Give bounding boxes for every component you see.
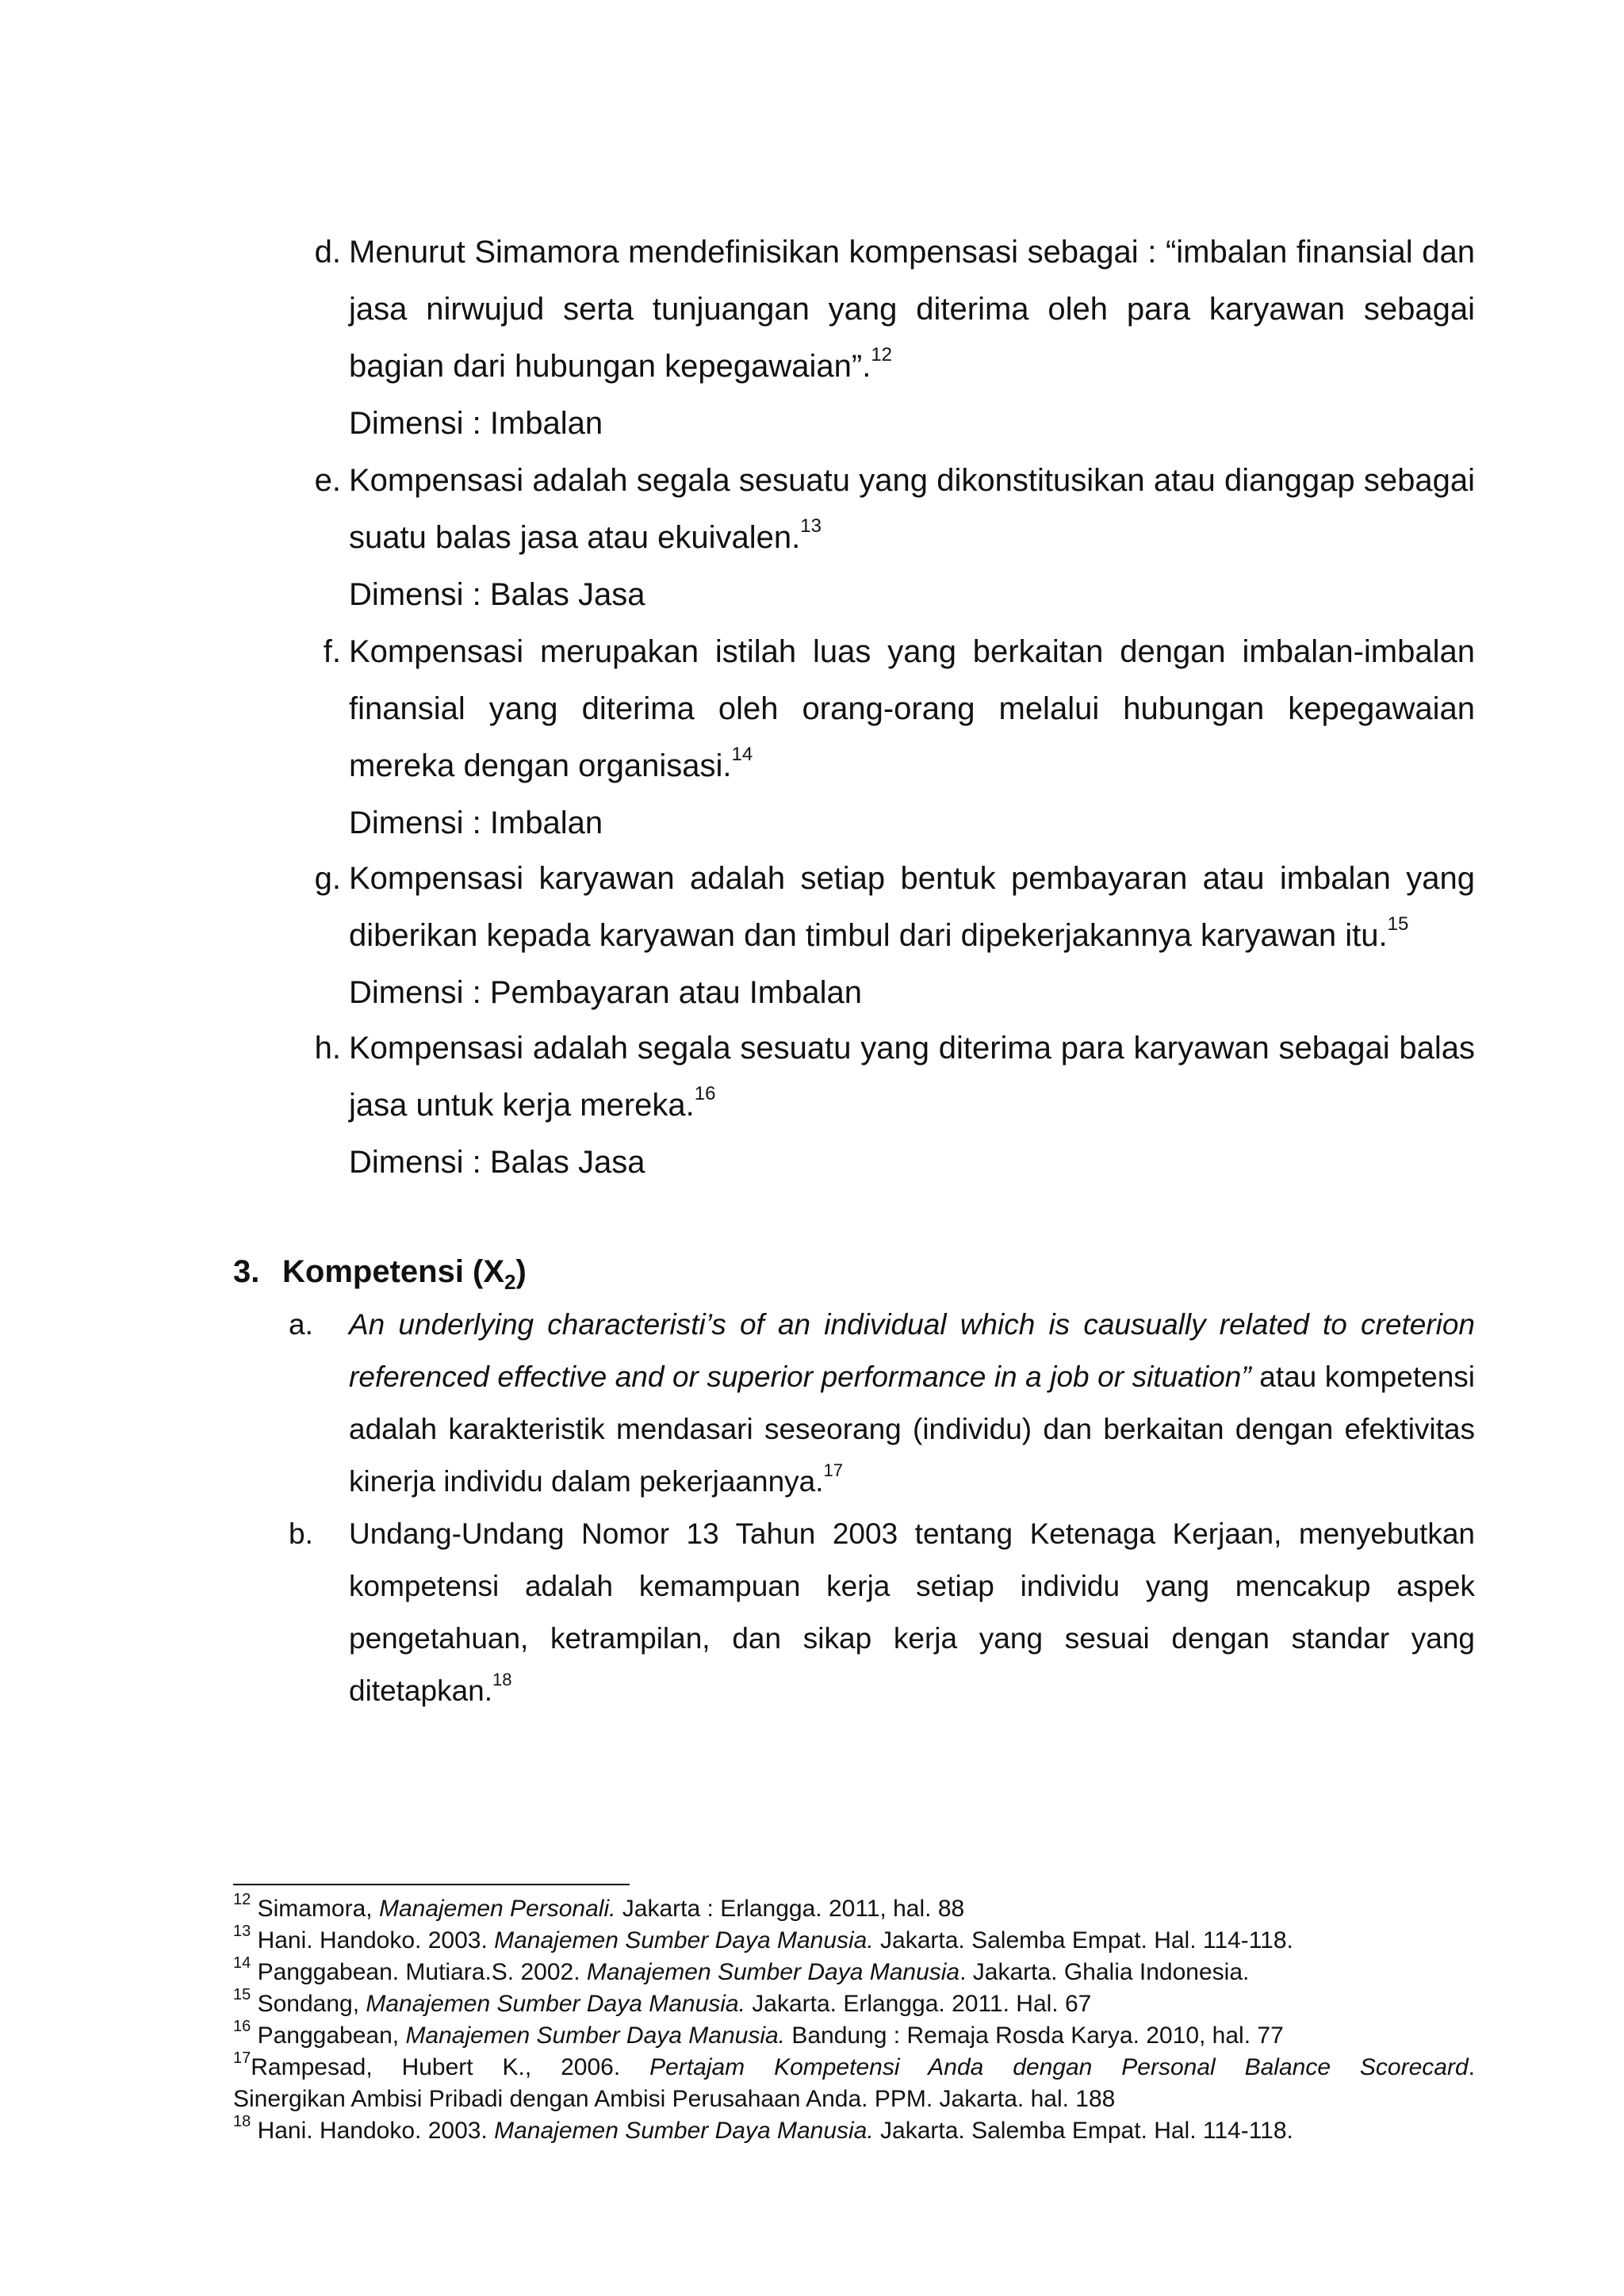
- list-item-e: [314, 452, 1475, 623]
- footnote-ref: 18: [492, 1669, 512, 1689]
- section-heading: [233, 1243, 527, 1300]
- list-label: f.: [323, 634, 341, 669]
- list-text: Kompensasi adalah segala sesuatu yang diterima para karyawan sebagai balas jasa untuk kerja mereka.$^{16}$: [349, 1031, 1475, 1123]
- section-title-subscript: 2: [504, 1270, 516, 1294]
- footnote-ref: 13: [800, 515, 822, 537]
- dimension-line: Dimensi : Balas Jasa: [349, 577, 645, 612]
- list-text: Undang-Undang Nomor 13 Tahun 2003 tentang Ketenaga Kerjaan, menyebutkan kompetensi adalah kemampuan kerja setiap individu yang mencakup aspek pengetahuan, ketrampilan, dan sikap kerja yang sesuai dengan standar yang ditetapkan.$^{18}$: [349, 1517, 1475, 1707]
- list-label: b.: [289, 1517, 313, 1550]
- list-item-f: [323, 623, 1475, 851]
- dimension-line: Dimensi : Imbalan: [349, 806, 603, 840]
- list-label: d.: [314, 235, 341, 270]
- footnote-continuation: Sinergikan Ambisi Pribadi dengan Ambisi Perusahaan Anda. PPM. Jakarta. hal. 188: [233, 2086, 1116, 2112]
- footnote-ref: 16: [694, 1082, 716, 1104]
- list-text: Kompensasi merupakan istilah luas yang berkaitan dengan imbalan-imbalan finansial yang diterima oleh orang-orang melalui hubungan kepegawaian mereka dengan organisasi.$^{14}$: [349, 634, 1475, 783]
- list-text: Kompensasi karyawan adalah setiap bentuk pembayaran atau imbalan yang diberikan kepada karyawan dan timbul dari dipekerjakannya karyawan itu.$^{15}$: [349, 861, 1475, 953]
- list-text: Kompensasi adalah segala sesuatu yang dikonstitusikan atau dianggap sebagai suatu balas jasa atau ekuivalen.$^{13}$: [349, 463, 1475, 555]
- list-text: An underlying characteristi’s of an individual which is causually related to creterion referenced effective and or superior performance in a job or situation” atau kompetensi adalah karakteristik mendasari seseorang (individu) dan berkaitan dengan efektivitas kinerja individu dalam pekerjaannya.$^{17}$: [349, 1308, 1475, 1498]
- footnote: $^{17}$Rampesad, Hubert K., 2006. Pertajam Kompetensi Anda dengan Personal Balance Scorecard.: [233, 2049, 1475, 2080]
- footnote-ref: 12: [871, 343, 893, 365]
- footnotes: [233, 1893, 1475, 2147]
- footnote-separator: [233, 1884, 630, 1885]
- list-label: a.: [289, 1308, 313, 1341]
- footnote: $^{18}$ Hani. Handoko. 2003. Manajemen Sumber Daya Manusia. Jakarta. Salemba Empat. Hal. 114-118.: [233, 2113, 1293, 2144]
- footnote-ref: 17: [823, 1460, 844, 1480]
- footnote: $^{16}$ Panggabean, Manajemen Sumber Daya Manusia. Bandung : Remaja Rosda Karya. 2010, hal. 77: [233, 2018, 1284, 2049]
- footnote-ref: 14: [731, 743, 753, 765]
- italic-quote: An underlying characteristi’s of an individual which is causually related to creterion referenced effective and or superior performance in a job or situation”: [349, 1308, 1475, 1393]
- list-item-h: [314, 1020, 1475, 1191]
- footnote: $^{12}$ Simamora, Manajemen Personali. Jakarta : Erlangga. 2011, hal. 88: [233, 1891, 965, 1922]
- list-label: e.: [314, 463, 341, 498]
- dimension-line: Dimensi : Balas Jasa: [349, 1145, 645, 1180]
- dimension-line: Dimensi : Pembayaran atau Imbalan: [349, 975, 862, 1010]
- list-item-d: [314, 224, 1475, 452]
- footnote: $^{14}$ Panggabean. Mutiara.S. 2002. Manajemen Sumber Daya Manusia. Jakarta. Ghalia Indonesia.: [233, 1954, 1250, 1985]
- section3-item-b: [289, 1508, 1475, 1717]
- footnote: $^{15}$ Sondang, Manajemen Sumber Daya Manusia. Jakarta. Erlangga. 2011. Hal. 67: [233, 1986, 1092, 2017]
- list-text: Menurut Simamora mendefinisikan kompensasi sebagai : “imbalan finansial dan jasa nirwujud serta tunjuangan yang diterima oleh para karyawan sebagai bagian dari hubungan kepegawaian”.$^{12}$: [349, 235, 1475, 384]
- list-label: h.: [314, 1031, 341, 1066]
- section-title: Kompetensi (X: [282, 1254, 505, 1289]
- dimension-line: Dimensi : Imbalan: [349, 406, 603, 441]
- section-number: 3.: [233, 1254, 260, 1289]
- footnote: $^{13}$ Hani. Handoko. 2003. Manajemen Sumber Daya Manusia. Jakarta. Salemba Empat. Hal. 114-118.: [233, 1923, 1293, 1954]
- section-title-end: ): [515, 1254, 527, 1289]
- list-item-g: [314, 850, 1475, 1021]
- list-label: g.: [314, 861, 341, 896]
- section3-item-a: [289, 1299, 1475, 1508]
- footnote-ref: 15: [1387, 913, 1409, 935]
